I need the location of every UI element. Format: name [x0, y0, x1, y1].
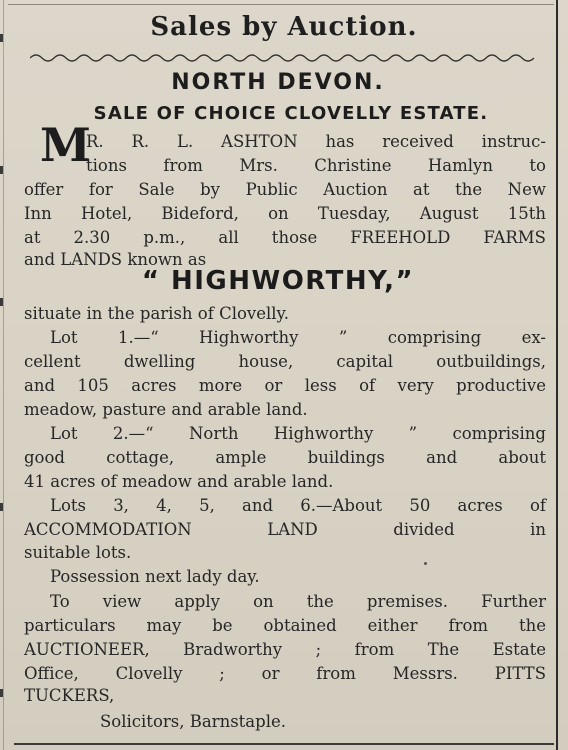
- notice-title-sale: SALE OF CHOICE CLOVELLY ESTATE.: [93, 103, 489, 124]
- lot-2-line: Lot 2.—“ North Highworthy ” comprising: [50, 424, 546, 443]
- lot-2-line: good cottage, ample buildings and about: [24, 448, 546, 467]
- edge-mark: [0, 166, 3, 174]
- lots-3-6-line: suitable lots.: [24, 543, 132, 562]
- top-rule: [8, 4, 554, 5]
- edge-mark: [0, 34, 3, 42]
- right-column-rule: [556, 0, 558, 750]
- lots-3-6-line: ACCOMMODATION LAND divided in: [24, 520, 546, 539]
- edge-mark: [0, 689, 3, 697]
- edge-mark: [0, 298, 3, 306]
- notice-title-north-devon: NORTH DEVON.: [171, 70, 385, 95]
- lot-1-line: cellent dwelling house, capital outbuildings,: [24, 352, 546, 371]
- solicitors-line: Solicitors, Barnstaple.: [100, 712, 286, 731]
- wavy-divider: [30, 52, 540, 64]
- lots-3-6-line: Lots 3, 4, 5, and 6.—About 50 acres of: [50, 496, 546, 515]
- bottom-rule: [14, 743, 554, 745]
- drop-cap: M: [40, 118, 91, 172]
- section-header: Sales by Auction.: [150, 12, 418, 42]
- view-line: To view apply on the premises. Further: [50, 592, 546, 611]
- situate-line: situate in the parish of Clovelly.: [24, 304, 289, 323]
- estate-name-highworthy: “ HIGHWORTHY,”: [141, 266, 415, 296]
- intro-line: tions from Mrs. Christine Hamlyn to: [86, 156, 546, 175]
- view-line: particulars may be obtained either from the: [24, 616, 546, 635]
- intro-line: Inn Hotel, Bideford, on Tuesday, August 15th: [24, 204, 546, 223]
- intro-line: at 2.30 p.m., all those FREEHOLD FARMS: [24, 228, 546, 247]
- left-column-rule: [3, 0, 4, 750]
- intro-line: offer for Sale by Public Auction at the New: [24, 180, 546, 199]
- ink-speck: [424, 562, 427, 565]
- lot-1-line: meadow, pasture and arable land.: [24, 400, 308, 419]
- possession-line: Possession next lady day.: [50, 567, 260, 586]
- edge-mark: [0, 503, 3, 511]
- intro-line: and LANDS known as: [24, 250, 207, 269]
- lot-1-line: and 105 acres more or less of very productive: [24, 376, 546, 395]
- view-line: TUCKERS,: [24, 686, 115, 705]
- intro-line: R. R. L. ASHTON has received instruc-: [86, 132, 546, 151]
- view-line: Office, Clovelly ; or from Messrs. PITTS: [24, 664, 546, 683]
- lot-2-line: 41 acres of meadow and arable land.: [24, 472, 334, 491]
- view-line: AUCTIONEER, Bradworthy ; from The Estate: [24, 640, 546, 659]
- lot-1-line: Lot 1.—“ Highworthy ” comprising ex-: [50, 328, 546, 347]
